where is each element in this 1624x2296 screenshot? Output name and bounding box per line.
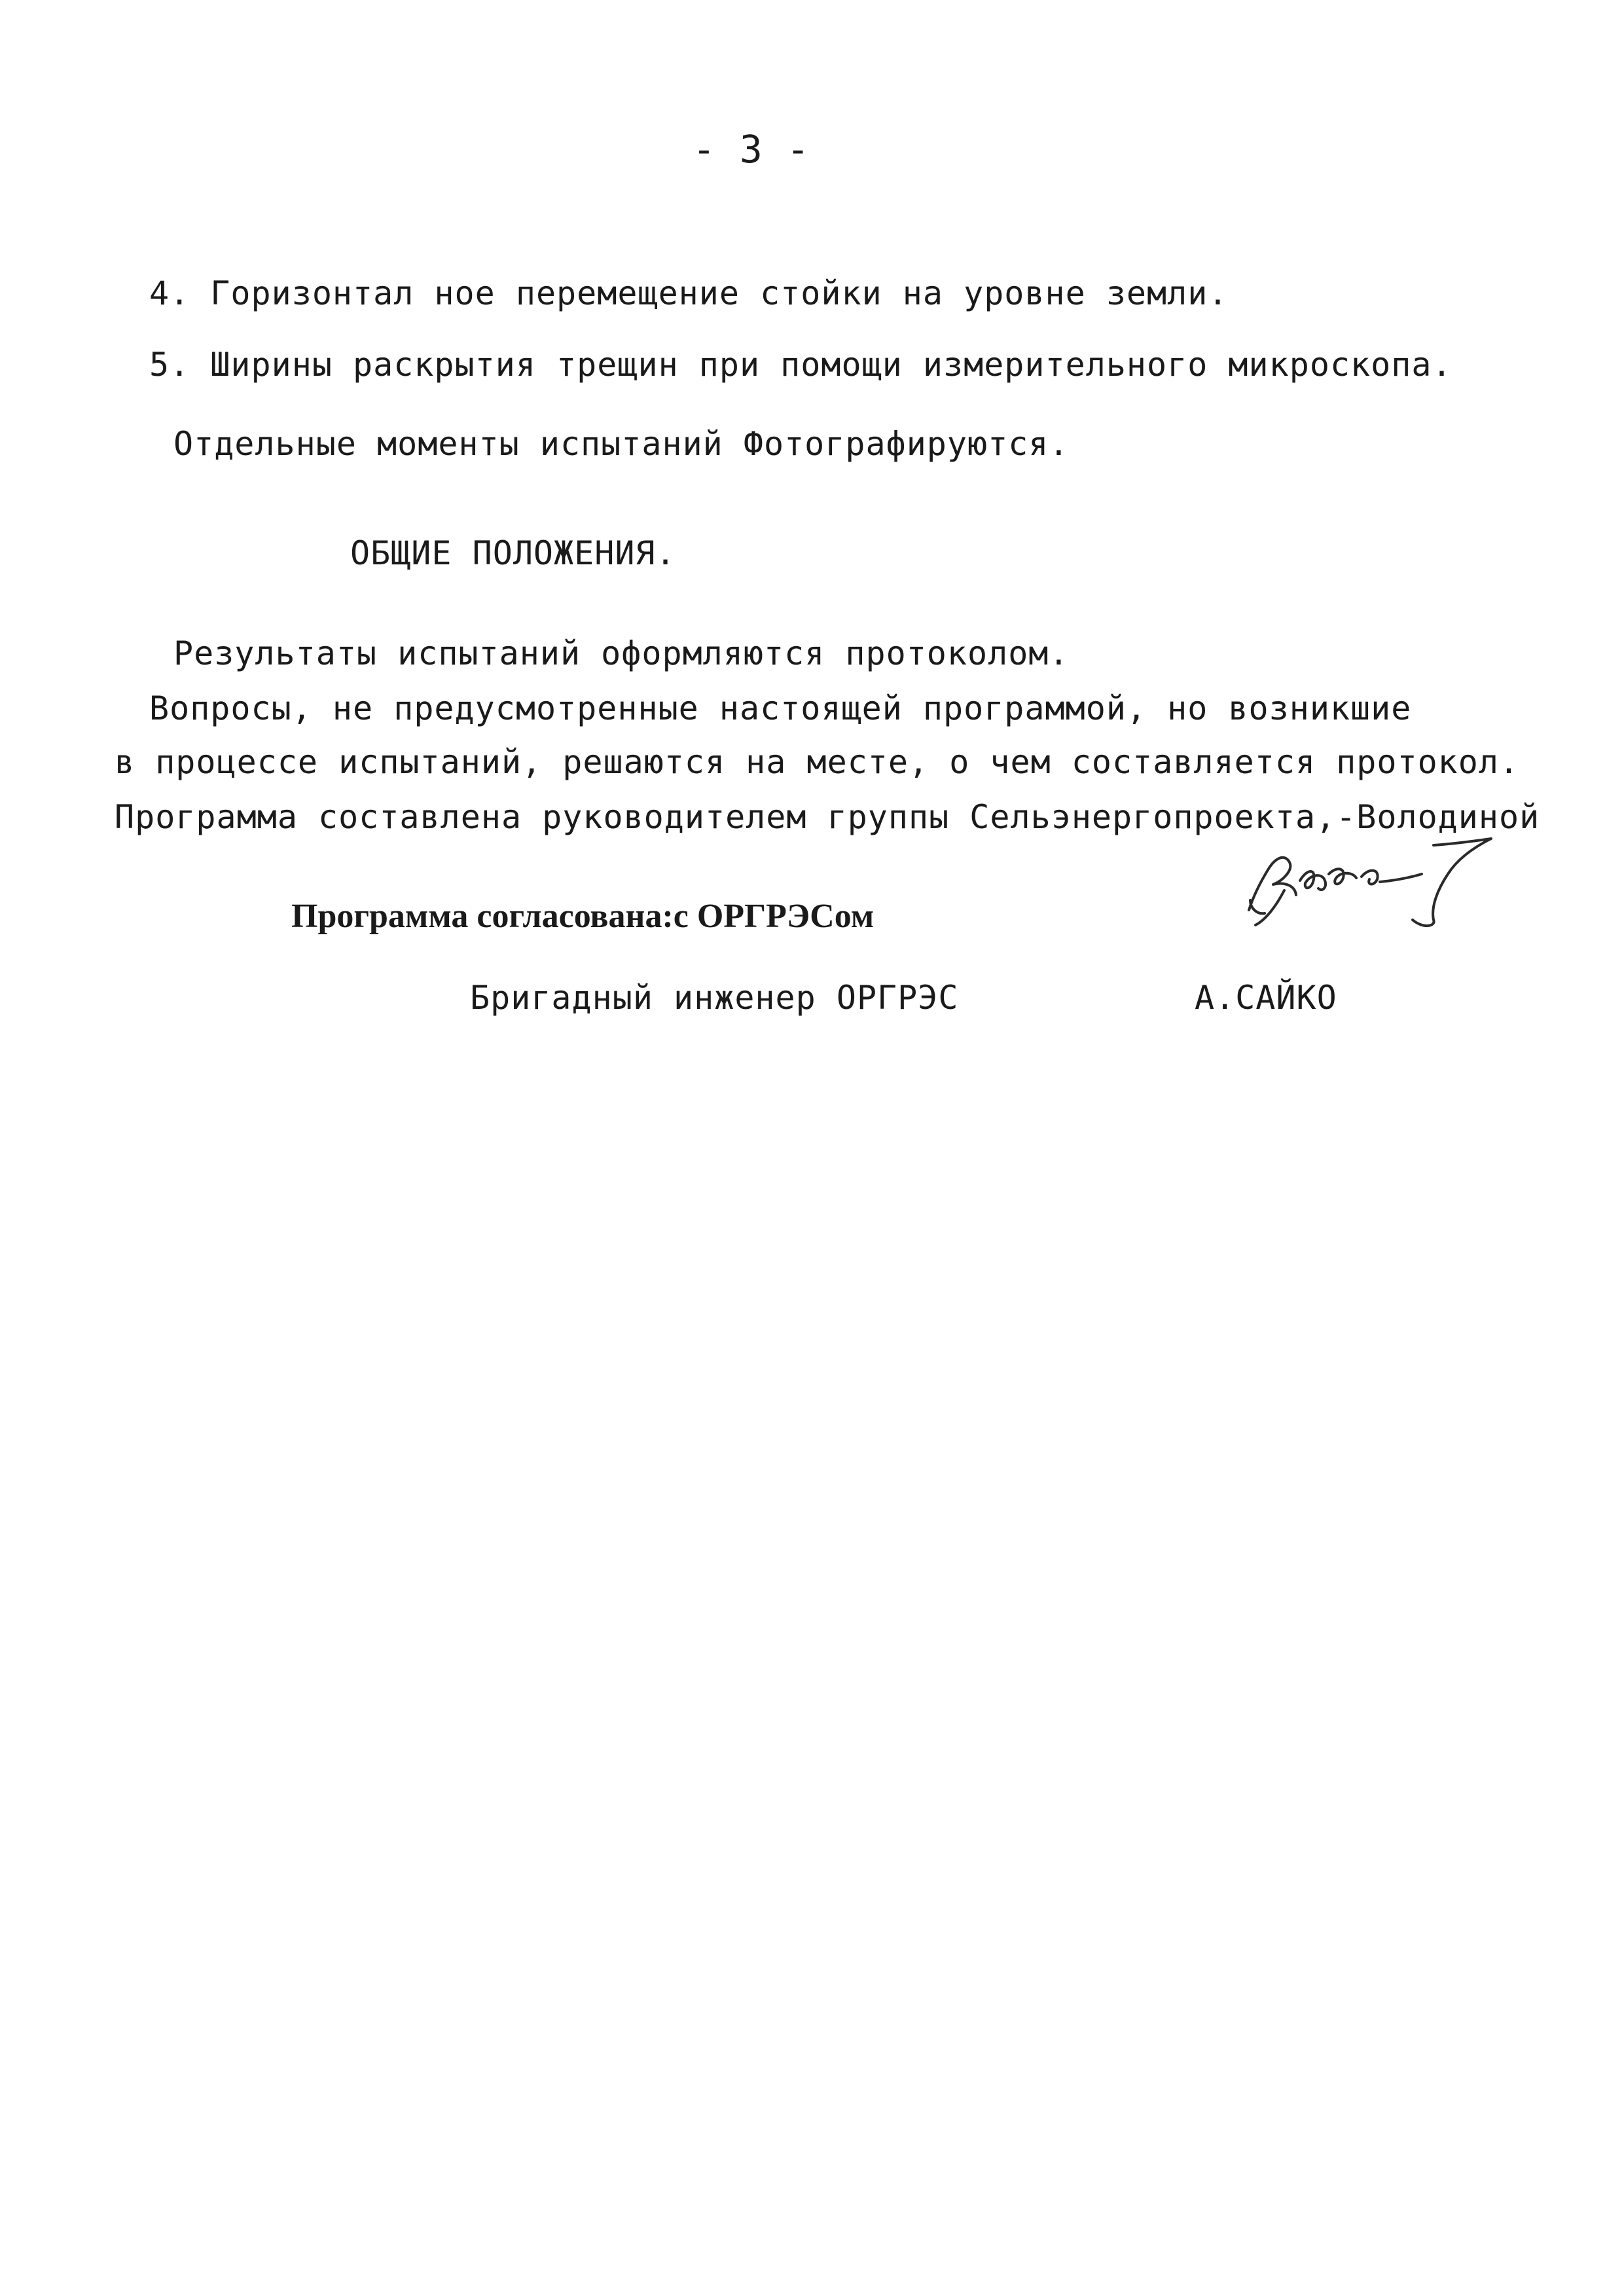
engineer-name: А.САЙКО: [1195, 979, 1337, 1017]
photo-note: Отдельные моменты испытаний Фотографируются.: [173, 425, 1070, 463]
section-heading: ОБЩИЕ ПОЛОЖЕНИЯ.: [350, 534, 676, 572]
signature-icon: [1237, 822, 1506, 933]
questions-paragraph-line-2: в процессе испытаний, решаются на месте, о чем составляется протокол.: [115, 743, 1520, 781]
compiled-by-line: Программа составлена руководителем группы Сельэнергопроекта,-Володиной: [115, 798, 1540, 836]
list-item-4: 4. Горизонтал ное перемещение стойки на уровне земли.: [149, 274, 1229, 312]
engineer-title: Бригадный инженер ОРГРЭС: [470, 979, 959, 1017]
list-item-5: 5. Ширины раскрытия трещин при помощи измерительного микроскопа.: [149, 346, 1453, 384]
approval-agreed-line: Программа согласована:с ОРГРЭСом: [291, 898, 875, 935]
results-paragraph: Результаты испытаний оформляются протоколом.: [173, 634, 1070, 672]
questions-paragraph-line-1: Вопросы, не предусмотренные настоящей программой, но возникшие: [149, 689, 1412, 727]
page-number: - 3 -: [693, 127, 810, 172]
